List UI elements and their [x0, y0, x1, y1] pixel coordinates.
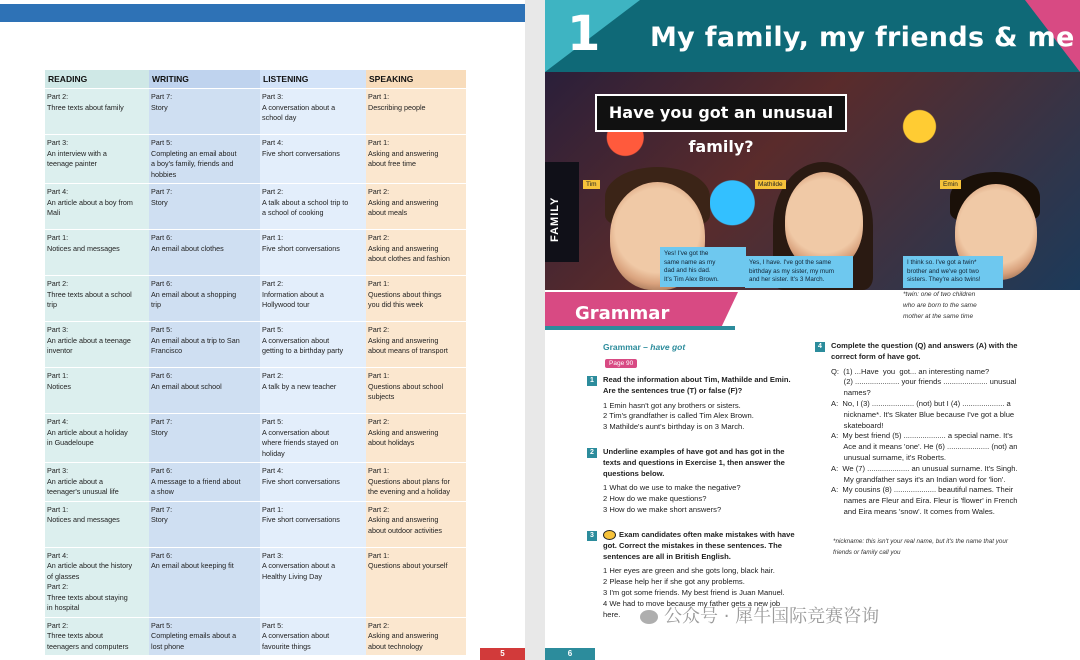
table-cell: Part 7: Story: [149, 184, 260, 230]
exercise-3-instruction: Exam candidates often make mistakes with have got. Correct the mistakes in these sentences. The sentences are all in British English.: [603, 530, 795, 561]
table-cell: Part 5: An email about a trip to San Francisco: [149, 322, 260, 368]
table-cell: Part 2: Asking and answering about technology: [366, 617, 466, 655]
page-number: 5: [480, 648, 525, 660]
photo-question: Have you got an unusual family?: [595, 94, 847, 132]
table-cell: Part 6: An email about a shopping trip: [149, 276, 260, 322]
table-cell: Part 7: Story: [149, 89, 260, 135]
exercise-4-line: unusual surname, it's Roberts.: [831, 452, 946, 462]
table-cell: Part 7: Story: [149, 414, 260, 463]
table-row: [45, 322, 466, 368]
table-cell: Part 3: An article about a teenager's unusual life: [45, 463, 149, 502]
table-row: [45, 414, 466, 463]
exercise-4-line: A: No, I (3) .................... (not) but I (4) .................... a: [831, 398, 1011, 408]
exercise-3: Exam candidates often make mistakes with have got. Correct the mistakes in these sentences. The sentences are all in British English. 1 Her eyes are green and she gots long, black hair. 2 Please help her if she got any problems. 3 I'm got some friends. My best friend is Juan Manuel. 4 We had to move because my father gets a new job here.: [603, 530, 795, 619]
table-cell: Part 2: Three texts about a school trip: [45, 276, 149, 322]
table-row: [45, 501, 466, 547]
exercise-2-instruction: Underline examples of have got and has got in the texts and questions in Exercise 1, then answer the questions below.: [603, 447, 785, 478]
table-cell: Part 1: Notices and messages: [45, 501, 149, 547]
speech-bubble-mathilde: Yes, I have. I've got the same birthday as my sister, my mum and her sister. It's 3 March.: [745, 256, 853, 288]
table-cell: Part 5: A conversation about getting to a birthday party: [260, 322, 366, 368]
table-cell: Part 5: Completing emails about a lost phone: [149, 617, 260, 655]
table-cell: Part 6: A message to a friend about a show: [149, 463, 260, 502]
right-page: [545, 0, 1080, 660]
grammar-subheading: Grammar – have got: [603, 342, 686, 352]
table-row: [45, 184, 466, 230]
exercise-4-line: A: My best friend (5) .................... a special name. It's: [831, 431, 1013, 441]
table-row: [45, 89, 466, 135]
table-row: [45, 135, 466, 184]
table-row: [45, 368, 466, 414]
exercise-4-number: 4: [815, 342, 825, 352]
table-cell: Part 2: Asking and answering about clothes and fashion: [366, 230, 466, 276]
table-cell: Part 4: An article about a holiday in Guadeloupe: [45, 414, 149, 463]
table-cell: Part 1: Notices: [45, 368, 149, 414]
unit-header: [545, 0, 1080, 72]
table-cell: Part 3: A conversation about a Healthy Living Day: [260, 547, 366, 617]
table-cell: Part 6: An email about school: [149, 368, 260, 414]
column-header: SPEAKING: [366, 70, 466, 89]
table-cell: Part 5: A conversation about favourite things: [260, 617, 366, 655]
name-tag-emin: Emin: [940, 180, 961, 189]
page-number: 6: [545, 648, 595, 660]
exercise-4-line: (2) ..................... your friends ..................... unusual: [831, 377, 1017, 387]
table-cell: Part 3: An interview with a teenage painter: [45, 135, 149, 184]
exercise-1-number: 1: [587, 376, 597, 386]
unit-title: My family, my friends & me: [650, 22, 1075, 53]
skills-overview-table: [45, 70, 466, 655]
table-cell: Part 4: An article about a boy from Mali: [45, 184, 149, 230]
table-cell: Part 1: Describing people: [366, 89, 466, 135]
left-page: [0, 0, 525, 660]
column-header: WRITING: [149, 70, 260, 89]
side-label: FAMILY: [549, 196, 561, 242]
table-row: [45, 463, 466, 502]
table-row: [45, 276, 466, 322]
column-header: READING: [45, 70, 149, 89]
table-cell: Part 1: Five short conversations: [260, 230, 366, 276]
exercise-4-line: My grandfather says it's an Indian word for 'lion'.: [831, 474, 1006, 484]
exercise-4-line: nickname*. It's Skater Blue because I've got a blue: [831, 409, 1015, 419]
table-cell: Part 2: Asking and answering about meals: [366, 184, 466, 230]
exercise-4-line: and Eira means 'snow'. It comes from Wales.: [831, 506, 995, 516]
table-row: [45, 230, 466, 276]
exercise-4-line: A: We (7) .................... an unusual surname. It's Singh.: [831, 463, 1018, 473]
table-cell: Part 4: Five short conversations: [260, 135, 366, 184]
wechat-icon: [640, 610, 658, 624]
exam-eye-icon: [603, 530, 616, 540]
exercise-2: Underline examples of have got and has got in the texts and questions in Exercise 1, then answer the questions below. 1 What do we use to make the negative? 2 How do we make questions? 3 How do we make short answers?: [603, 447, 803, 516]
name-tag-mathilde: Mathilde: [755, 180, 786, 189]
table-cell: Part 4: An article about the history of glasses Part 2: Three texts about staying in hospital: [45, 547, 149, 617]
exercise-3-number: 3: [587, 531, 597, 541]
twin-footnote: *twin: one of two children who are born to the same mother at the same time: [903, 291, 977, 320]
table-cell: Part 2: A talk about a school trip to a school of cooking: [260, 184, 366, 230]
table-cell: Part 2: Asking and answering about holidays: [366, 414, 466, 463]
exercise-2-number: 2: [587, 448, 597, 458]
table-cell: Part 1: Notices and messages: [45, 230, 149, 276]
speech-bubble-emin: I think so. I've got a twin* brother and we've got two sisters. They're also twins!: [903, 256, 1003, 288]
table-cell: Part 1: Five short conversations: [260, 501, 366, 547]
exercise-4: [831, 341, 1031, 518]
exercise-4-line: skateboard!: [831, 420, 884, 430]
page-reference-tag[interactable]: Page 90: [605, 359, 637, 368]
nickname-footnote: *nickname: this isn't your real name, but it's the name that your friends or family call you: [833, 538, 1008, 556]
exercise-4-line: Ace and it means 'one'. He (6) .................... (not) an: [831, 442, 1018, 452]
exercise-1-instruction: Read the information about Tim, Mathilde and Emin. Are the sentences true (T) or false (F)?: [603, 375, 791, 395]
table-cell: Part 2: Asking and answering about means of transport: [366, 322, 466, 368]
column-header: LISTENING: [260, 70, 366, 89]
table-cell: Part 2: A talk by a new teacher: [260, 368, 366, 414]
exercise-4-line: names are Fleur and Eira. Fleur is 'flower' in French: [831, 496, 1018, 506]
unit-number: 1: [567, 6, 601, 62]
table-cell: Part 2: Information about a Hollywood tour: [260, 276, 366, 322]
table-cell: Part 2: Asking and answering about outdoor activities: [366, 501, 466, 547]
table-row: [45, 547, 466, 617]
exercise-4-line: A: My cousins (8) .................... beautiful names. Their: [831, 485, 1014, 495]
table-cell: Part 6: An email about keeping fit: [149, 547, 260, 617]
table-cell: Part 5: A conversation about where friends stayed on holiday: [260, 414, 366, 463]
watermark: 公众号 · 犀牛国际竞赛咨询: [640, 602, 879, 628]
grammar-heading: Grammar: [575, 303, 670, 324]
table-cell: Part 3: A conversation about a school day: [260, 89, 366, 135]
table-cell: Part 1: Questions about plans for the evening and a holiday: [366, 463, 466, 502]
table-cell: Part 1: Questions about school subjects: [366, 368, 466, 414]
table-cell: Part 1: Asking and answering about free time: [366, 135, 466, 184]
table-cell: Part 2: Three texts about teenagers and computers: [45, 617, 149, 655]
table-cell: Part 6: An email about clothes: [149, 230, 260, 276]
name-tag-tim: Tim: [583, 180, 600, 189]
table-cell: Part 4: Five short conversations: [260, 463, 366, 502]
table-cell: Part 1: Questions about yourself: [366, 547, 466, 617]
table-cell: Part 3: An article about a teenage inventor: [45, 322, 149, 368]
table-row: [45, 617, 466, 655]
exercise-4-instruction: Complete the question (Q) and answers (A) with the correct form of have got.: [831, 341, 1018, 361]
exercise-1: Read the information about Tim, Mathilde and Emin. Are the sentences true (T) or false (F)? 1 Emin hasn't got any brothers or sisters. 2 Tim's grandfather is called Tim Alex Brown. 3 Mathilde's aunt's birthday is on 3 March.: [603, 375, 803, 433]
table-cell: Part 2: Three texts about family: [45, 89, 149, 135]
table-cell: Part 1: Questions about things you did this week: [366, 276, 466, 322]
left-top-bar: [0, 4, 525, 22]
table-cell: Part 5: Completing an email about a boy's family, friends and hobbies: [149, 135, 260, 184]
exercise-4-line: names?: [831, 388, 871, 398]
family-photo: [545, 72, 1080, 290]
speech-bubble-tim: Yes! I've got the same name as my dad and his dad. It's Tim Alex Brown.: [660, 247, 746, 287]
table-cell: Part 7: Story: [149, 501, 260, 547]
exercise-4-line: Q: (1) ...Have you got... an interesting name?: [831, 366, 990, 376]
